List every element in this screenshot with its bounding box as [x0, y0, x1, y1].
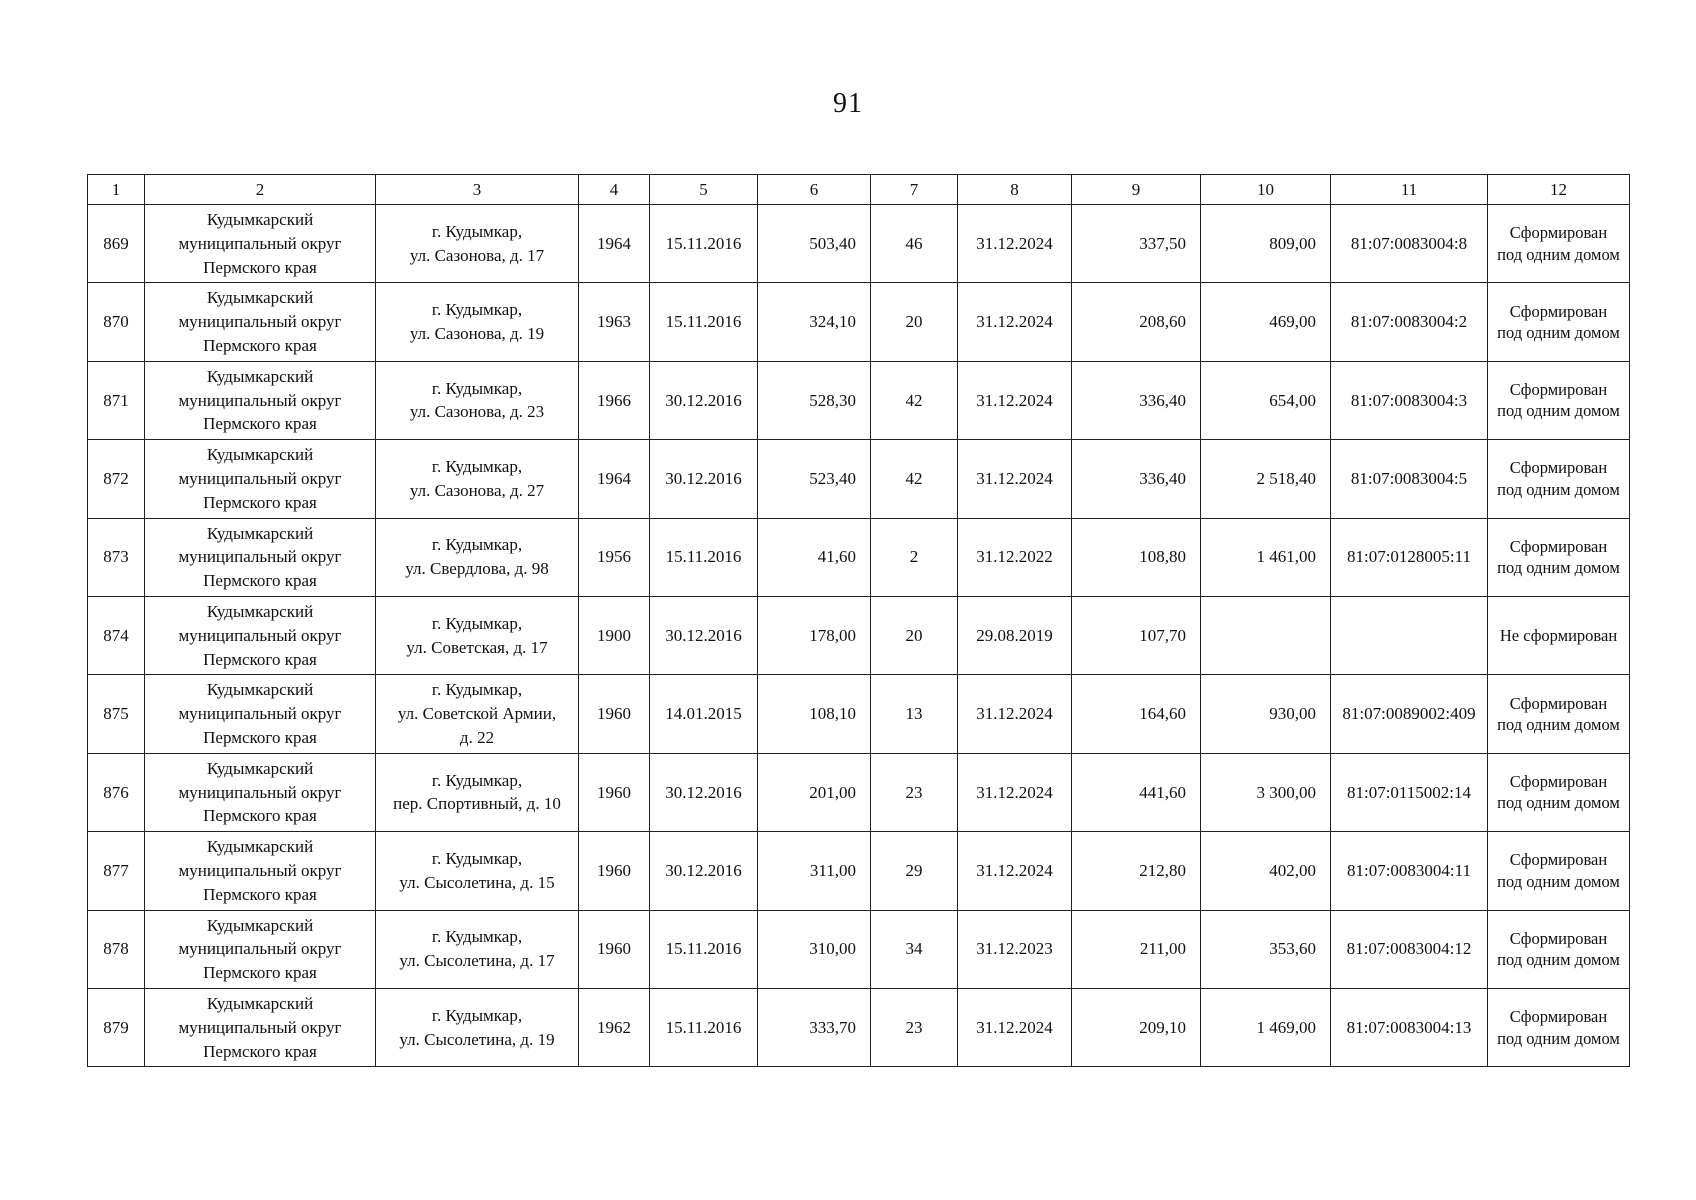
- address-cell: [376, 440, 579, 518]
- status-line: Сформирован: [1509, 850, 1608, 870]
- area2-cell: 107,70: [1072, 596, 1201, 674]
- municipality-line: Кудымкарский: [206, 288, 314, 308]
- deadline-cell: 31.12.2024: [958, 988, 1072, 1066]
- cadastral-number-cell: [1331, 596, 1488, 674]
- table-row: [88, 596, 1630, 674]
- status-line: под одним домом: [1497, 323, 1620, 343]
- address-line: г. Кудымкар,: [431, 378, 523, 398]
- deadline-cell: 31.12.2023: [958, 910, 1072, 988]
- address-line: ул. Советской Армии,: [397, 704, 557, 724]
- address-line: г. Кудымкар,: [431, 221, 523, 241]
- area-cell: 41,60: [758, 518, 871, 596]
- status-line: Сформирован: [1509, 380, 1608, 400]
- date-cell: 30.12.2016: [650, 596, 758, 674]
- municipality-cell: [145, 910, 376, 988]
- address-line: г. Кудымкар,: [431, 927, 523, 947]
- status-cell: [1488, 675, 1630, 753]
- municipality-line: муниципальный округ: [178, 704, 342, 724]
- municipality-line: муниципальный округ: [178, 939, 342, 959]
- row-number: 874: [88, 596, 145, 674]
- municipality-line: Пермского края: [203, 963, 317, 983]
- area-cell: 503,40: [758, 205, 871, 283]
- year-cell: 1964: [579, 440, 650, 518]
- address-line: ул. Сысолетина, д. 15: [399, 872, 555, 892]
- cadastral-number-cell: 81:07:0083004:8: [1331, 205, 1488, 283]
- status-cell: [1488, 205, 1630, 283]
- area-cell: 311,00: [758, 832, 871, 910]
- column-number-header: 8: [958, 175, 1072, 205]
- municipality-cell: [145, 518, 376, 596]
- address-line: ул. Свердлова, д. 98: [405, 559, 549, 579]
- municipality-line: Кудымкарский: [206, 915, 314, 935]
- column-number-header: 1: [88, 175, 145, 205]
- municipality-line: Пермского края: [203, 335, 317, 355]
- area-cell: 333,70: [758, 988, 871, 1066]
- municipality-cell: [145, 832, 376, 910]
- row-number: 877: [88, 832, 145, 910]
- land-area-cell: 353,60: [1201, 910, 1331, 988]
- area2-cell: 337,50: [1072, 205, 1201, 283]
- land-area-cell: 2 518,40: [1201, 440, 1331, 518]
- area-cell: 528,30: [758, 361, 871, 439]
- column-number-header: 7: [871, 175, 958, 205]
- table-row: [88, 832, 1630, 910]
- area2-cell: 211,00: [1072, 910, 1201, 988]
- municipality-line: Кудымкарский: [206, 366, 314, 386]
- column-number-header: 4: [579, 175, 650, 205]
- status-cell: [1488, 518, 1630, 596]
- address-cell: [376, 675, 579, 753]
- area2-cell: 441,60: [1072, 753, 1201, 831]
- address-line: г. Кудымкар,: [431, 613, 523, 633]
- municipality-line: Пермского края: [203, 492, 317, 512]
- deadline-cell: 31.12.2024: [958, 832, 1072, 910]
- column-number-header: 9: [1072, 175, 1201, 205]
- cadastral-number-cell: 81:07:0083004:11: [1331, 832, 1488, 910]
- address-line: г. Кудымкар,: [431, 770, 523, 790]
- address-cell: [376, 988, 579, 1066]
- municipality-line: Кудымкарский: [206, 837, 314, 857]
- area-cell: 201,00: [758, 753, 871, 831]
- cadastral-number-cell: 81:07:0083004:3: [1331, 361, 1488, 439]
- date-cell: 30.12.2016: [650, 440, 758, 518]
- date-cell: 15.11.2016: [650, 988, 758, 1066]
- residents-cell: 2: [871, 518, 958, 596]
- table-row: [88, 910, 1630, 988]
- status-line: под одним домом: [1497, 715, 1620, 735]
- status-line: Сформирован: [1509, 771, 1608, 791]
- municipality-line: муниципальный округ: [178, 312, 342, 332]
- cadastral-number-cell: 81:07:0083004:13: [1331, 988, 1488, 1066]
- housing-registry-table: [87, 174, 1630, 1067]
- deadline-cell: 31.12.2024: [958, 283, 1072, 361]
- area-cell: 310,00: [758, 910, 871, 988]
- address-cell: [376, 361, 579, 439]
- cadastral-number-cell: 81:07:0115002:14: [1331, 753, 1488, 831]
- municipality-line: муниципальный округ: [178, 468, 342, 488]
- residents-cell: 20: [871, 283, 958, 361]
- municipality-line: Пермского края: [203, 884, 317, 904]
- year-cell: 1963: [579, 283, 650, 361]
- address-line: ул. Сысолетина, д. 17: [399, 951, 555, 971]
- address-line: г. Кудымкар,: [431, 457, 523, 477]
- column-number-header: 11: [1331, 175, 1488, 205]
- address-line: ул. Сысолетина, д. 19: [399, 1029, 555, 1049]
- year-cell: 1964: [579, 205, 650, 283]
- land-area-cell: 930,00: [1201, 675, 1331, 753]
- status-line: под одним домом: [1497, 950, 1620, 970]
- municipality-line: муниципальный округ: [178, 547, 342, 567]
- address-line: ул. Советская, д. 17: [406, 637, 548, 657]
- residents-cell: 23: [871, 988, 958, 1066]
- year-cell: 1960: [579, 910, 650, 988]
- row-number: 878: [88, 910, 145, 988]
- date-cell: 15.11.2016: [650, 518, 758, 596]
- municipality-line: Пермского края: [203, 649, 317, 669]
- column-number-header: 2: [145, 175, 376, 205]
- address-line: ул. Сазонова, д. 17: [409, 245, 545, 265]
- municipality-line: Кудымкарский: [206, 523, 314, 543]
- status-line: Сформирован: [1509, 693, 1608, 713]
- address-line: д. 22: [459, 727, 495, 747]
- table-row: [88, 988, 1630, 1066]
- area-cell: 178,00: [758, 596, 871, 674]
- address-line: г. Кудымкар,: [431, 1005, 523, 1025]
- address-line: ул. Сазонова, д. 19: [409, 324, 545, 344]
- year-cell: 1966: [579, 361, 650, 439]
- residents-cell: 29: [871, 832, 958, 910]
- status-line: под одним домом: [1497, 871, 1620, 891]
- status-line: Не сформирован: [1499, 625, 1618, 645]
- address-cell: [376, 205, 579, 283]
- address-line: г. Кудымкар,: [431, 300, 523, 320]
- address-cell: [376, 283, 579, 361]
- table-row: [88, 753, 1630, 831]
- residents-cell: 42: [871, 361, 958, 439]
- date-cell: 15.11.2016: [650, 205, 758, 283]
- municipality-line: муниципальный округ: [178, 1017, 342, 1037]
- status-cell: [1488, 910, 1630, 988]
- date-cell: 30.12.2016: [650, 361, 758, 439]
- municipality-line: муниципальный округ: [178, 625, 342, 645]
- municipality-cell: [145, 440, 376, 518]
- address-cell: [376, 518, 579, 596]
- area2-cell: 336,40: [1072, 440, 1201, 518]
- land-area-cell: 469,00: [1201, 283, 1331, 361]
- area2-cell: 164,60: [1072, 675, 1201, 753]
- table-row: [88, 518, 1630, 596]
- municipality-line: муниципальный округ: [178, 233, 342, 253]
- date-cell: 14.01.2015: [650, 675, 758, 753]
- municipality-cell: [145, 205, 376, 283]
- municipality-cell: [145, 675, 376, 753]
- table-row: [88, 361, 1630, 439]
- table-row: [88, 675, 1630, 753]
- row-number: 872: [88, 440, 145, 518]
- cadastral-number-cell: 81:07:0089002:409: [1331, 675, 1488, 753]
- row-number: 876: [88, 753, 145, 831]
- deadline-cell: 31.12.2024: [958, 753, 1072, 831]
- municipality-line: муниципальный округ: [178, 782, 342, 802]
- address-cell: [376, 832, 579, 910]
- land-area-cell: 402,00: [1201, 832, 1331, 910]
- cadastral-number-cell: 81:07:0083004:12: [1331, 910, 1488, 988]
- deadline-cell: 31.12.2024: [958, 440, 1072, 518]
- deadline-cell: 31.12.2024: [958, 675, 1072, 753]
- municipality-line: Пермского края: [203, 727, 317, 747]
- cadastral-number-cell: 81:07:0083004:5: [1331, 440, 1488, 518]
- area-cell: 324,10: [758, 283, 871, 361]
- date-cell: 30.12.2016: [650, 832, 758, 910]
- status-cell: [1488, 832, 1630, 910]
- table-header: [88, 175, 1630, 205]
- address-line: г. Кудымкар,: [431, 535, 523, 555]
- year-cell: 1962: [579, 988, 650, 1066]
- status-line: Сформирован: [1509, 536, 1608, 556]
- municipality-line: Кудымкарский: [206, 993, 314, 1013]
- row-number: 875: [88, 675, 145, 753]
- address-line: пер. Спортивный, д. 10: [393, 794, 561, 814]
- cadastral-number-cell: 81:07:0083004:2: [1331, 283, 1488, 361]
- land-area-cell: 654,00: [1201, 361, 1331, 439]
- cadastral-number-cell: 81:07:0128005:11: [1331, 518, 1488, 596]
- status-line: Сформирован: [1509, 223, 1608, 243]
- municipality-cell: [145, 988, 376, 1066]
- year-cell: 1956: [579, 518, 650, 596]
- municipality-line: Кудымкарский: [206, 445, 314, 465]
- municipality-line: Пермского края: [203, 414, 317, 434]
- land-area-cell: 3 300,00: [1201, 753, 1331, 831]
- year-cell: 1960: [579, 832, 650, 910]
- column-number-header: 10: [1201, 175, 1331, 205]
- date-cell: 15.11.2016: [650, 910, 758, 988]
- land-area-cell: [1201, 596, 1331, 674]
- column-number-header: 12: [1488, 175, 1630, 205]
- residents-cell: 46: [871, 205, 958, 283]
- deadline-cell: 31.12.2024: [958, 361, 1072, 439]
- municipality-cell: [145, 361, 376, 439]
- row-number: 873: [88, 518, 145, 596]
- status-line: Сформирован: [1509, 458, 1608, 478]
- status-cell: [1488, 596, 1630, 674]
- status-line: Сформирован: [1509, 1007, 1608, 1027]
- municipality-line: муниципальный округ: [178, 390, 342, 410]
- address-line: г. Кудымкар,: [431, 849, 523, 869]
- row-number: 870: [88, 283, 145, 361]
- land-area-cell: 1 461,00: [1201, 518, 1331, 596]
- residents-cell: 34: [871, 910, 958, 988]
- deadline-cell: 31.12.2022: [958, 518, 1072, 596]
- year-cell: 1900: [579, 596, 650, 674]
- municipality-line: Кудымкарский: [206, 210, 314, 229]
- address-cell: [376, 753, 579, 831]
- column-number-header: 6: [758, 175, 871, 205]
- status-line: под одним домом: [1497, 793, 1620, 813]
- status-line: под одним домом: [1497, 1028, 1620, 1048]
- table-row: [88, 440, 1630, 518]
- area2-cell: 108,80: [1072, 518, 1201, 596]
- column-number-row: [88, 175, 1630, 205]
- status-cell: [1488, 753, 1630, 831]
- status-line: под одним домом: [1497, 401, 1620, 421]
- row-number: 871: [88, 361, 145, 439]
- year-cell: 1960: [579, 753, 650, 831]
- status-cell: [1488, 361, 1630, 439]
- address-cell: [376, 596, 579, 674]
- municipality-line: Пермского края: [203, 806, 317, 826]
- municipality-line: Пермского края: [203, 571, 317, 591]
- area2-cell: 208,60: [1072, 283, 1201, 361]
- municipality-line: Пермского края: [203, 1041, 317, 1061]
- table-body: [88, 205, 1630, 1067]
- municipality-cell: [145, 283, 376, 361]
- status-cell: [1488, 283, 1630, 361]
- municipality-cell: [145, 596, 376, 674]
- status-line: Сформирован: [1509, 928, 1608, 948]
- page-number: 91: [833, 88, 863, 119]
- municipality-line: Кудымкарский: [206, 601, 314, 621]
- column-number-header: 3: [376, 175, 579, 205]
- date-cell: 15.11.2016: [650, 283, 758, 361]
- municipality-line: Кудымкарский: [206, 758, 314, 778]
- status-line: под одним домом: [1497, 244, 1620, 264]
- status-line: под одним домом: [1497, 558, 1620, 578]
- area-cell: 108,10: [758, 675, 871, 753]
- area2-cell: 209,10: [1072, 988, 1201, 1066]
- column-number-header: 5: [650, 175, 758, 205]
- status-cell: [1488, 440, 1630, 518]
- residents-cell: 23: [871, 753, 958, 831]
- address-line: г. Кудымкар,: [431, 680, 523, 700]
- status-line: под одним домом: [1497, 479, 1620, 499]
- date-cell: 30.12.2016: [650, 753, 758, 831]
- status-line: Сформирован: [1509, 301, 1608, 321]
- address-line: ул. Сазонова, д. 27: [409, 480, 545, 500]
- area2-cell: 212,80: [1072, 832, 1201, 910]
- deadline-cell: 29.08.2019: [958, 596, 1072, 674]
- deadline-cell: 31.12.2024: [958, 205, 1072, 283]
- municipality-line: Кудымкарский: [206, 680, 314, 700]
- municipality-line: Пермского края: [203, 257, 317, 277]
- land-area-cell: 809,00: [1201, 205, 1331, 283]
- residents-cell: 20: [871, 596, 958, 674]
- year-cell: 1960: [579, 675, 650, 753]
- residents-cell: 13: [871, 675, 958, 753]
- land-area-cell: 1 469,00: [1201, 988, 1331, 1066]
- table-row: [88, 283, 1630, 361]
- row-number: 869: [88, 205, 145, 283]
- address-line: ул. Сазонова, д. 23: [409, 402, 545, 422]
- status-cell: [1488, 988, 1630, 1066]
- table-row: [88, 205, 1630, 283]
- area-cell: 523,40: [758, 440, 871, 518]
- address-cell: [376, 910, 579, 988]
- row-number: 879: [88, 988, 145, 1066]
- area2-cell: 336,40: [1072, 361, 1201, 439]
- residents-cell: 42: [871, 440, 958, 518]
- municipality-line: муниципальный округ: [178, 860, 342, 880]
- municipality-cell: [145, 753, 376, 831]
